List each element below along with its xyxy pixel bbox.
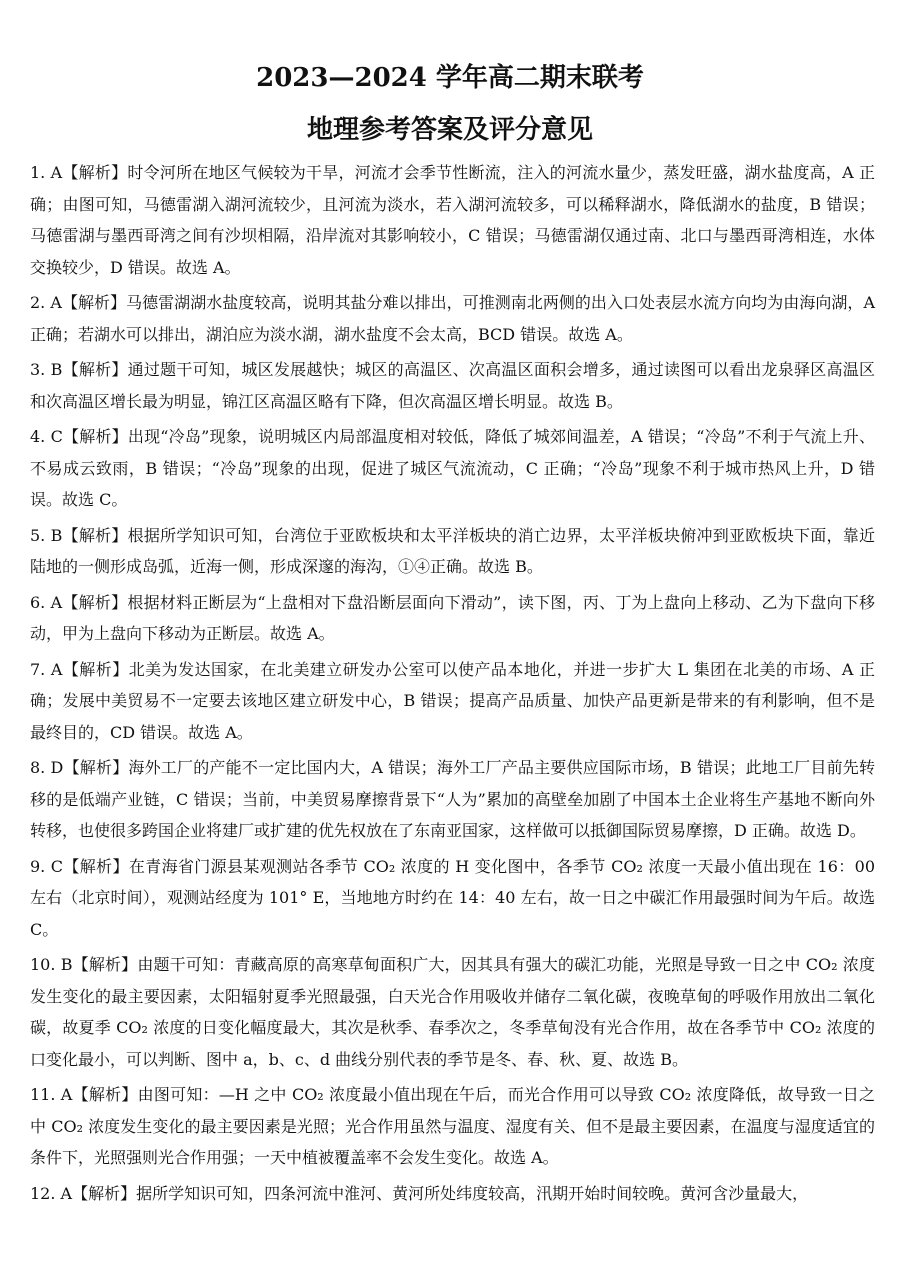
answer-list: [30, 157, 875, 1213]
answer-item-1: 1. A【解析】时令河所在地区气候较为干旱，河流才会季节性断流，注入的河流水量少，蒸发旺盛，湖水盐度高，A 正确；由图可知，马德雷湖入湖河流较少，且河流为淡水，若入湖河流较多，可以稀释湖水，降低湖水的盐度，B 错误；马德雷湖与墨西哥湾之间有沙坝相隔，沿岸流对其影响较小，C 错误；马德雷湖仅通过南、北口与墨西哥湾相连，水体交换较少，D 错误。故选 A。: [30, 163, 875, 277]
answer-title: 地理参考答案及评分意见: [306, 115, 593, 145]
answer-item-3: 3. B【解析】通过题干可知，城区发展越快；城区的高温区、次高温区面积会增多，通过读图可以看出龙泉驿区高温区和次高温区增长最为明显，锦江区高温区略有下降，但次高温区增长明显。故选 B。: [30, 360, 875, 411]
answer-item-2: 2. A【解析】马德雷湖湖水盐度较高，说明其盐分难以排出，可推测南北两侧的出入口处表层水流方向均为由海向湖，A 正确；若湖水可以排出，湖泊应为淡水湖，湖水盐度不会太高，BCD 错误。故选 A。: [30, 293, 875, 344]
answer-item-7: 7. A【解析】北美为发达国家，在北美建立研发办公室可以使产品本地化，并进一步扩大 L 集团在北美的市场、A 正确；发展中美贸易不一定要去该地区建立研发中心，B 错误；提高产品质量、加快产品更新是带来的有利影响，但不是最终目的，CD 错误。故选 A。: [30, 659, 875, 742]
answer-item-12: 12. A【解析】据所学知识可知，四条河流中淮河、黄河所处纬度较高，汛期开始时间较晚。黄河含沙量最大，: [30, 1183, 809, 1203]
answer-item-8: 8. D【解析】海外工厂的产能不一定比国内大，A 错误；海外工厂产品主要供应国际市场，B 错误；此地工厂目前先转移的是低端产业链，C 错误；当前，中美贸易摩擦背景下“人为”累加的高壁垒加剧了中国本土企业将生产基地不断向外转移，也使很多跨国企业将建厂或扩建的优先权放在了东南亚国家，这样做可以抵御国际贸易摩擦，D 正确。故选 D。: [30, 758, 875, 840]
answer-item-5: 5. B【解析】根据所学知识可知，台湾位于亚欧板块和太平洋板块的消亡边界，太平洋板块俯冲到亚欧板块下面，靠近陆地的一侧形成岛弧，近海一侧，形成深邃的海沟，①④正确。故选 B。: [30, 525, 875, 576]
answer-item-10: 10. B【解析】由题干可知：青藏高原的高寒草甸面积广大，因其具有强大的碳汇功能，光照是导致一日之中 CO₂ 浓度发生变化的最主要因素，太阳辐射夏季光照最强，白天光合作用吸收并储存二氧化碳，夜晚草甸的呼吸作用放出二氧化碳，故夏季 CO₂ 浓度的日变化幅度最大，其次是秋季、春季次之，冬季草甸没有光合作用，故在各季节中 CO₂ 浓度的口变化最小，可以判断、图中 a，b、c、d 曲线分别代表的季节是冬、春、秋、夏、故选 B。: [30, 955, 875, 1069]
exam-title: 2023—2024 学年高二期末联考: [256, 63, 644, 93]
answer-item-11: 11. A【解析】由图可知：—H 之中 CO₂ 浓度最小值出现在午后，而光合作用可以导致 CO₂ 浓度降低，故导致一日之中 CO₂ 浓度发生变化的最主要因素是光照；光合作用虽然与温度、湿度有关、但不是最主要因素，在温度与湿度适宜的条件下，光照强则光合作用强；一天中植被覆盖率不会发生变化。故选 A。: [30, 1085, 875, 1167]
answer-item-4: 4. C【解析】出现“冷岛”现象，说明城区内局部温度相对较低，降低了城郊间温差，A 错误；“冷岛”不利于气流上升、不易成云致雨，B 错误；“冷岛”现象的出现，促进了城区气流流动，C 正确；“冷岛”现象不利于城市热风上升，D 错误。故选 C。: [30, 427, 875, 509]
answer-item-6: 6. A【解析】根据材料正断层为“上盘相对下盘沿断层面向下滑动”，读下图，丙、丁为上盘向上移动、乙为下盘向下移动，甲为上盘向下移动为正断层。故选 A。: [30, 592, 875, 643]
answer-item-9: 9. C【解析】在青海省门源县某观测站各季节 CO₂ 浓度的 H 变化图中，各季节 CO₂ 浓度一天最小值出现在 16：00 左右（北京时间），观测站经度为 101° E，当地地方时约在 14：40 左右，故一日之中碳汇作用最强时间为午后。故选 C。: [30, 856, 875, 939]
